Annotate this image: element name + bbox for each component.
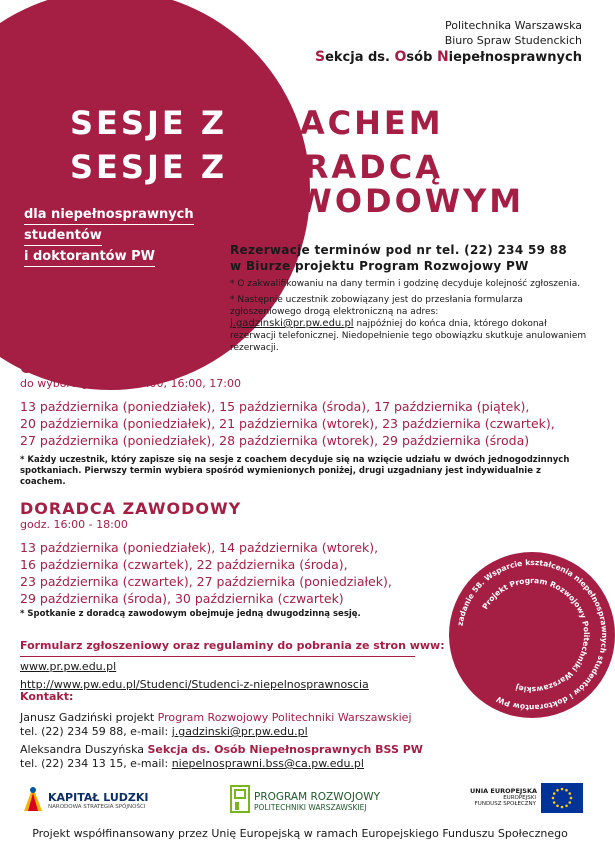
org-line-2: Biuro Spraw Studenckich xyxy=(444,34,582,47)
website-link[interactable]: www.pr.pw.edu.pl xyxy=(20,660,117,673)
downloads-title: Formularz zgłoszeniowy oraz regulaminy do pobrania ze stron www: xyxy=(20,639,445,652)
program-rozwojowy-icon xyxy=(230,785,250,813)
badge-outer-text: zadanie 58. Wsparcie kształcenia niepełnosprawnych studentów i doktorantów PW xyxy=(455,557,610,713)
advisor-dates: 13 października (poniedziałek), 14 października (wtorek), 16 października (czwartek), 22 października (środa), 23 października (czwartek), 27 października (poniedziałek), 29 października (środa), 30 października (czwartek) xyxy=(20,540,392,606)
advisor-hours: godz. 16:00 - 18:00 xyxy=(20,518,128,531)
org-line-1: Politechnika Warszawska xyxy=(445,19,582,32)
headline-line-3: ZAWODOWYM xyxy=(244,182,525,220)
coach-footnote: * Każdy uczestnik, który zapisze się na sesje z coachem decyduje się na wzięcie udziału w dwóch jednogodzinnych spotkaniach. Pierwszy termin wybiera spośród wymienionych poniżej, drugi uzgadniany jest indywidualnie z coachem. xyxy=(20,455,570,487)
kapital-ludzki-logo: KAPITAŁ LUDZKI NARODOWA STRATEGIA SPÓJNOŚCI xyxy=(22,785,44,817)
audience-label: dla niepełnosprawnych studentów i doktorantów PW xyxy=(24,206,224,269)
eu-logo-text: UNIA EUROPEJSKA EUROPEJSKI FUNDUSZ SPOŁECZNY xyxy=(470,787,538,807)
program-rozwojowy-logo: PROGRAM ROZWOJOWY POLITECHNIKI WARSZAWSKIEJ xyxy=(230,785,250,817)
coach-hours: do wyboru godzina: 15:00, 16:00, 17:00 xyxy=(20,377,241,390)
coach-title: COACH xyxy=(20,358,88,377)
downloads xyxy=(20,636,445,695)
contact-email-1[interactable]: j.gadzinski@pr.pw.edu.pl xyxy=(171,725,308,738)
badge-inner-text: Projekt Program Rozwojowy Politechniki Warszawskiej xyxy=(480,575,592,695)
eu-flag-icon xyxy=(541,783,583,813)
advisor-footnote: * Spotkanie z doradcą zawodowym obejmuje jedną dwugodzinną sesję. xyxy=(20,609,361,619)
contact-title: Kontakt: xyxy=(20,690,74,703)
students-page-link[interactable]: http://www.pw.edu.pl/Studenci/Studenci-z-niepelnosprawnoscia xyxy=(20,678,369,691)
contact: Kontakt: Janusz Gadziński projekt Program Rozwojowy Politechniki Warszawskiej tel. (22) 234 59 88, e-mail: j.gadzinski@pr.pw.edu.pl Aleksandra Duszyńska Sekcja ds. Osób Niepełnosprawnych BSS PW tel. (22) 234 13 15, e-mail: niepelnosprawni.bss@ca.pw.edu.pl xyxy=(20,690,423,770)
badge-text-ring xyxy=(449,552,615,718)
headline-line-1: SESJE Z xyxy=(70,104,228,142)
org-section: Sekcja ds. Osób Niepełnosprawnych xyxy=(314,49,582,65)
advisor-section xyxy=(20,499,460,620)
reservation-info: Rezerwacje terminów pod nr tel. (22) 234 59 88 w Biurze projektu Program Rozwojowy PW * O zakwalifikowaniu na dany termin i godzinę decyduje kolejność zgłoszenia. * Następnie uczestnik zobowiązany jest do przesłania formularza zgłoszeniowego drogą elektroniczną na adres: j.gadzinski@pr.pw.edu.pl najpóźniej do końca dnia, którego dokonał rezerwacji telefonicznej. Niedopełnienie tego obowiązku skutkuje anulowaniem rezerwacji. xyxy=(230,243,587,353)
reservation-email-link[interactable]: j.gadzinski@pr.pw.edu.pl xyxy=(230,318,354,329)
headline-line-2: SESJE Z xyxy=(70,148,228,186)
headline-line-2-right: DORADCĄ xyxy=(244,148,443,186)
advisor-title: DORADCA ZAWODOWY xyxy=(20,499,242,518)
project-badge xyxy=(449,552,615,718)
coach-section xyxy=(20,358,590,488)
contact-email-2[interactable]: niepelnosprawni.bss@ca.pw.edu.pl xyxy=(171,757,364,770)
coach-dates: 13 października (poniedziałek), 15 października (środa), 17 października (piątek), 20 października (poniedziałek), 21 października (wtorek), 23 października (czwartek), 27 października (poniedziałek), 28 października (wtorek), 29 października (środa) xyxy=(20,399,555,448)
divider xyxy=(20,656,415,657)
svg-text:Projekt Program Rozwojowy Poli xyxy=(480,576,591,694)
headline-line-1-right: COACHEM xyxy=(244,104,444,142)
kapital-ludzki-icon xyxy=(22,785,44,813)
organization-header xyxy=(315,18,582,65)
footer-note: Projekt współfinansowany przez Unię Europejską w ramach Europejskiego Funduszu Społecznego xyxy=(32,827,568,840)
logo-bar xyxy=(0,781,600,821)
